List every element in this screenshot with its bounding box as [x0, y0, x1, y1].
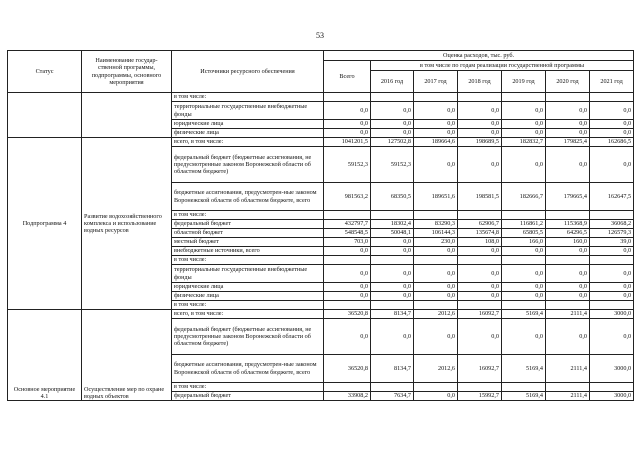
header-name: Наименование государ-ственной программы, подпрограммы, основного мероприятия — [82, 51, 172, 93]
empty-cell — [546, 301, 590, 310]
total-value-cell: 59152,3 — [324, 147, 371, 183]
year-value-cell: 18302,4 — [371, 220, 414, 229]
year-value-cell: 39,0 — [590, 238, 634, 247]
year-value-cell: 115368,9 — [546, 220, 590, 229]
year-value-cell: 2111,4 — [546, 392, 590, 401]
empty-cell — [414, 301, 458, 310]
empty-cell — [414, 256, 458, 265]
year-value-cell: 182832,7 — [502, 138, 546, 147]
year-value-cell: 108,0 — [458, 238, 502, 247]
empty-cell — [502, 256, 546, 265]
source-label: внебюджетные источники, всего — [172, 247, 324, 256]
header-year: 2021 год — [590, 71, 634, 93]
year-value-cell: 0,0 — [590, 292, 634, 301]
measure-name: Осуществление мер по охране водных объектов — [82, 310, 172, 401]
empty-cell — [414, 93, 458, 102]
year-value-cell: 0,0 — [458, 283, 502, 292]
year-value-cell: 0,0 — [371, 283, 414, 292]
year-value-cell: 0,0 — [414, 283, 458, 292]
source-label: в том числе: — [172, 383, 324, 392]
year-value-cell: 0,0 — [414, 129, 458, 138]
year-value-cell: 0,0 — [371, 120, 414, 129]
table-row — [8, 93, 634, 102]
year-value-cell: 0,0 — [546, 147, 590, 183]
empty-cell — [458, 93, 502, 102]
total-value-cell: 0,0 — [324, 129, 371, 138]
empty-cell — [590, 256, 634, 265]
header-year: 2018 год — [458, 71, 502, 93]
year-value-cell: 59152,3 — [371, 147, 414, 183]
year-value-cell: 127502,8 — [371, 138, 414, 147]
empty-cell — [324, 383, 371, 392]
page-number: 53 — [316, 31, 324, 40]
year-value-cell: 16092,7 — [458, 355, 502, 383]
year-value-cell: 0,0 — [414, 292, 458, 301]
empty-cell — [324, 256, 371, 265]
header-estimate: Оценка расходов, тыс. руб. — [324, 51, 634, 61]
empty-cell — [590, 383, 634, 392]
year-value-cell: 5169,4 — [502, 392, 546, 401]
year-value-cell: 0,0 — [371, 238, 414, 247]
subprogram-name: Развитие водохозяйственного комплекса и использование водных ресурсов — [82, 138, 172, 310]
year-value-cell: 5169,4 — [502, 310, 546, 319]
year-value-cell: 0,0 — [414, 102, 458, 120]
empty-cell — [546, 211, 590, 220]
total-value-cell: 981563,2 — [324, 183, 371, 211]
year-value-cell: 106144,3 — [414, 229, 458, 238]
empty-cell — [371, 301, 414, 310]
empty-cell — [324, 211, 371, 220]
year-value-cell: 36068,2 — [590, 220, 634, 229]
source-label: в том числе: — [172, 211, 324, 220]
year-value-cell: 0,0 — [371, 265, 414, 283]
year-value-cell: 5169,4 — [502, 355, 546, 383]
year-value-cell: 0,0 — [590, 283, 634, 292]
year-value-cell: 0,0 — [546, 129, 590, 138]
empty-cell — [546, 256, 590, 265]
empty-cell — [324, 93, 371, 102]
empty-cell — [590, 93, 634, 102]
total-value-cell: 0,0 — [324, 283, 371, 292]
year-value-cell: 0,0 — [458, 102, 502, 120]
year-value-cell: 3000,0 — [590, 392, 634, 401]
empty-cell — [590, 301, 634, 310]
empty-cell — [371, 211, 414, 220]
header-total: Всего — [324, 61, 371, 93]
total-value-cell: 432797,7 — [324, 220, 371, 229]
source-label: территориальные государственные внебюджетные фонды — [172, 265, 324, 283]
year-value-cell: 0,0 — [371, 129, 414, 138]
year-value-cell: 0,0 — [590, 319, 634, 355]
year-value-cell: 0,0 — [546, 120, 590, 129]
empty-cell — [458, 211, 502, 220]
year-value-cell: 179825,4 — [546, 138, 590, 147]
name-cell — [82, 93, 172, 138]
empty-cell — [371, 93, 414, 102]
year-value-cell: 230,0 — [414, 238, 458, 247]
year-value-cell: 0,0 — [502, 129, 546, 138]
empty-cell — [546, 383, 590, 392]
empty-cell — [414, 211, 458, 220]
measure-status: Основное мероприятие 4.1 — [8, 310, 82, 401]
empty-cell — [546, 93, 590, 102]
header-by-years: в том числе по годам реализации государственной программы — [371, 61, 634, 71]
year-value-cell: 68350,5 — [371, 183, 414, 211]
year-value-cell: 0,0 — [502, 247, 546, 256]
year-value-cell: 7634,7 — [371, 392, 414, 401]
year-value-cell: 135674,8 — [458, 229, 502, 238]
year-value-cell: 15992,7 — [458, 392, 502, 401]
year-value-cell: 16092,7 — [458, 310, 502, 319]
year-value-cell: 0,0 — [502, 283, 546, 292]
year-value-cell: 182666,7 — [502, 183, 546, 211]
total-value-cell: 36520,8 — [324, 355, 371, 383]
year-value-cell: 0,0 — [371, 319, 414, 355]
header-year: 2017 год — [414, 71, 458, 93]
year-value-cell: 0,0 — [458, 147, 502, 183]
year-value-cell: 0,0 — [590, 120, 634, 129]
source-label: всего, в том числе: — [172, 138, 324, 147]
year-value-cell: 189664,6 — [414, 138, 458, 147]
empty-cell — [371, 256, 414, 265]
source-label: юридические лица — [172, 120, 324, 129]
year-value-cell: 0,0 — [546, 292, 590, 301]
year-value-cell: 126579,3 — [590, 229, 634, 238]
year-value-cell: 198689,5 — [458, 138, 502, 147]
source-label: физические лица — [172, 292, 324, 301]
year-value-cell: 0,0 — [458, 292, 502, 301]
year-value-cell: 0,0 — [502, 102, 546, 120]
source-label: бюджетные ассигнования, предусмотрен-ные законом Воронежской области об областном бюджете, всего — [172, 355, 324, 383]
empty-cell — [324, 301, 371, 310]
year-value-cell: 0,0 — [590, 102, 634, 120]
status-cell — [8, 93, 82, 138]
year-value-cell: 50048,1 — [371, 229, 414, 238]
year-value-cell: 65805,5 — [502, 229, 546, 238]
year-value-cell: 0,0 — [546, 265, 590, 283]
source-label: федеральный бюджет — [172, 392, 324, 401]
year-value-cell: 162647,5 — [590, 183, 634, 211]
year-value-cell: 0,0 — [414, 319, 458, 355]
empty-cell — [414, 383, 458, 392]
total-value-cell: 0,0 — [324, 120, 371, 129]
year-value-cell: 0,0 — [458, 265, 502, 283]
header-year: 2019 год — [502, 71, 546, 93]
year-value-cell: 8134,7 — [371, 355, 414, 383]
year-value-cell: 64296,5 — [546, 229, 590, 238]
source-label: федеральный бюджет (бюджетные ассигнования, не предусмотренные законом Воронежской области об областном бюджете) — [172, 147, 324, 183]
empty-cell — [590, 211, 634, 220]
year-value-cell: 116861,2 — [502, 220, 546, 229]
total-value-cell: 1041201,5 — [324, 138, 371, 147]
year-value-cell: 0,0 — [546, 102, 590, 120]
year-value-cell: 0,0 — [502, 292, 546, 301]
year-value-cell: 0,0 — [414, 392, 458, 401]
header-sources: Источники ресурсного обеспечения — [172, 51, 324, 93]
year-value-cell: 8134,7 — [371, 310, 414, 319]
empty-cell — [458, 256, 502, 265]
year-value-cell: 160,0 — [546, 238, 590, 247]
empty-cell — [458, 383, 502, 392]
year-value-cell: 0,0 — [414, 147, 458, 183]
year-value-cell: 0,0 — [458, 319, 502, 355]
source-label: федеральный бюджет (бюджетные ассигнования, не предусмотренные законом Воронежской области об областном бюджете) — [172, 319, 324, 355]
year-value-cell: 0,0 — [414, 247, 458, 256]
year-value-cell: 0,0 — [458, 247, 502, 256]
year-value-cell: 0,0 — [590, 265, 634, 283]
year-value-cell: 2012,6 — [414, 355, 458, 383]
year-value-cell: 0,0 — [546, 283, 590, 292]
source-label: в том числе: — [172, 93, 324, 102]
year-value-cell: 0,0 — [458, 129, 502, 138]
year-value-cell: 0,0 — [590, 247, 634, 256]
subprogram-status: Подпрограмма 4 — [8, 138, 82, 310]
total-value-cell: 548548,5 — [324, 229, 371, 238]
year-value-cell: 62906,7 — [458, 220, 502, 229]
source-label: федеральный бюджет — [172, 220, 324, 229]
source-label: юридические лица — [172, 283, 324, 292]
source-label: территориальные государственные внебюджетные фонды — [172, 102, 324, 120]
empty-cell — [458, 301, 502, 310]
year-value-cell: 2111,4 — [546, 355, 590, 383]
year-value-cell: 0,0 — [546, 247, 590, 256]
year-value-cell: 3000,0 — [590, 310, 634, 319]
year-value-cell: 3000,0 — [590, 355, 634, 383]
year-value-cell: 0,0 — [414, 265, 458, 283]
year-value-cell: 0,0 — [502, 120, 546, 129]
source-label: местный бюджет — [172, 238, 324, 247]
total-value-cell: 0,0 — [324, 247, 371, 256]
header-status: Статус — [8, 51, 82, 93]
section-incl-label: в том числе: — [172, 301, 324, 310]
year-value-cell: 2012,6 — [414, 310, 458, 319]
total-value-cell: 36520,8 — [324, 310, 371, 319]
source-label: в том числе: — [172, 256, 324, 265]
total-value-cell: 0,0 — [324, 102, 371, 120]
total-value-cell: 0,0 — [324, 319, 371, 355]
year-value-cell: 0,0 — [590, 129, 634, 138]
year-value-cell: 198581,5 — [458, 183, 502, 211]
year-value-cell: 0,0 — [590, 147, 634, 183]
year-value-cell: 0,0 — [371, 247, 414, 256]
empty-cell — [502, 383, 546, 392]
table-row — [8, 51, 634, 61]
year-value-cell: 0,0 — [458, 120, 502, 129]
year-value-cell: 83290,3 — [414, 220, 458, 229]
empty-cell — [502, 93, 546, 102]
year-value-cell: 0,0 — [371, 292, 414, 301]
empty-cell — [371, 383, 414, 392]
table-row — [8, 310, 634, 319]
source-label: бюджетные ассигнования, предусмотрен-ные законом Воронежской области об областном бюджете, всего — [172, 183, 324, 211]
header-year: 2020 год — [546, 71, 590, 93]
year-value-cell: 162686,5 — [590, 138, 634, 147]
total-value-cell: 33908,2 — [324, 392, 371, 401]
total-value-cell: 0,0 — [324, 265, 371, 283]
total-value-cell: 703,0 — [324, 238, 371, 247]
year-value-cell: 0,0 — [502, 319, 546, 355]
year-value-cell: 0,0 — [414, 120, 458, 129]
year-value-cell: 166,0 — [502, 238, 546, 247]
year-value-cell: 0,0 — [502, 265, 546, 283]
source-label: всего, в том числе: — [172, 310, 324, 319]
empty-cell — [502, 301, 546, 310]
source-label: физические лица — [172, 129, 324, 138]
source-label: областной бюджет — [172, 229, 324, 238]
year-value-cell: 2111,4 — [546, 310, 590, 319]
table-row — [8, 138, 634, 147]
header-year: 2016 год — [371, 71, 414, 93]
year-value-cell: 0,0 — [502, 147, 546, 183]
year-value-cell: 0,0 — [546, 319, 590, 355]
year-value-cell: 189651,6 — [414, 183, 458, 211]
empty-cell — [502, 211, 546, 220]
total-value-cell: 0,0 — [324, 292, 371, 301]
year-value-cell: 0,0 — [371, 102, 414, 120]
expenditure-table — [7, 50, 634, 401]
year-value-cell: 179665,4 — [546, 183, 590, 211]
